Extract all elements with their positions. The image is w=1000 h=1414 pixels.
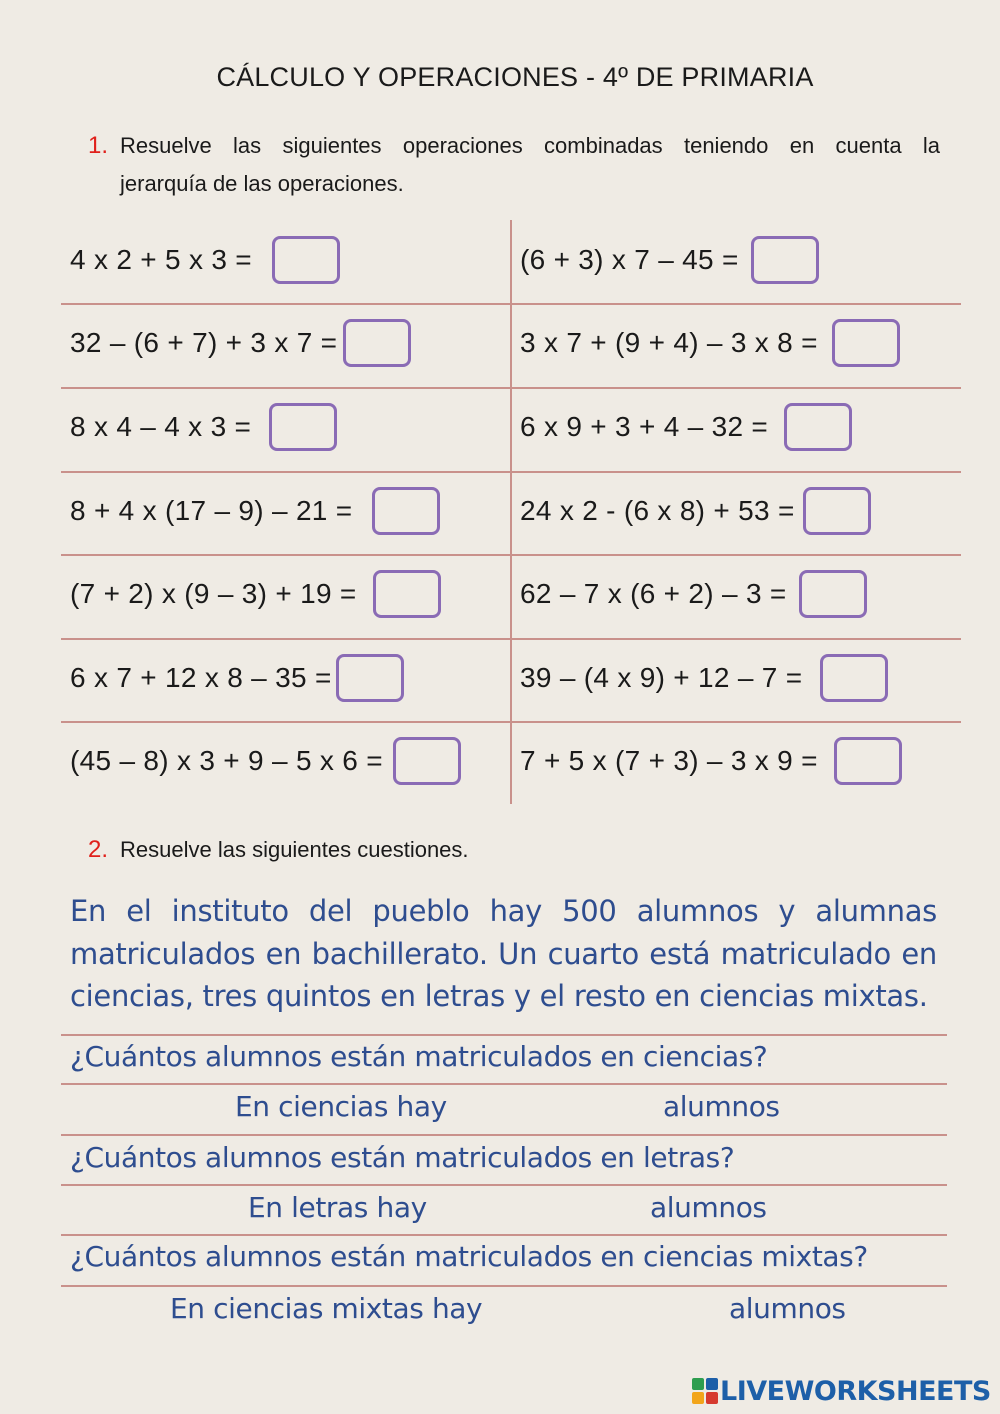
answer-3-suffix: alumnos xyxy=(729,1292,846,1325)
grid-column-divider xyxy=(510,220,512,804)
instruction-1-number: 1. xyxy=(88,132,109,159)
answer-box[interactable] xyxy=(393,737,461,785)
answer-box[interactable] xyxy=(343,319,411,367)
operation-expression: 62 – 7 x (6 + 2) – 3 = xyxy=(520,578,787,609)
operation-expression: 8 + 4 x (17 – 9) – 21 = xyxy=(70,495,353,526)
answer-1-suffix: alumnos xyxy=(663,1090,780,1123)
answer-box[interactable] xyxy=(784,403,852,451)
operation-expression: 8 x 4 – 4 x 3 = xyxy=(70,411,252,442)
answer-box[interactable] xyxy=(372,487,440,535)
operation-right-1 xyxy=(520,230,819,290)
operation-left-6 xyxy=(70,648,404,708)
instruction-2 xyxy=(88,831,940,869)
grid-row-divider xyxy=(61,471,961,473)
question-divider xyxy=(61,1234,947,1236)
answer-2-suffix: alumnos xyxy=(650,1191,767,1224)
operation-expression: 24 x 2 - (6 x 8) + 53 = xyxy=(520,495,795,526)
operation-expression: (7 + 2) x (9 – 3) + 19 = xyxy=(70,578,357,609)
question-divider xyxy=(61,1285,947,1287)
liveworksheets-logo xyxy=(692,1374,991,1408)
answer-3-prefix: En ciencias mixtas hay xyxy=(170,1292,483,1325)
operation-left-2 xyxy=(70,313,411,373)
instruction-1-line1: Resuelve las siguientes operaciones combinadas teniendo en cuenta la xyxy=(120,133,940,158)
answer-box[interactable] xyxy=(373,570,441,618)
answer-box[interactable] xyxy=(751,236,819,284)
grid-row-divider xyxy=(61,387,961,389)
operations-grid xyxy=(61,220,961,804)
answer-box[interactable] xyxy=(269,403,337,451)
grid-row-divider xyxy=(61,303,961,305)
page-title: CÁLCULO Y OPERACIONES - 4º DE PRIMARIA xyxy=(216,62,814,92)
problem-line: ciencias, tres quintos en letras y el resto en ciencias mixtas. xyxy=(70,979,928,1013)
operation-left-7 xyxy=(70,731,461,791)
answer-2-prefix: En letras hay xyxy=(248,1191,427,1224)
operation-expression: 7 + 5 x (7 + 3) – 3 x 9 = xyxy=(520,745,818,776)
answer-box[interactable] xyxy=(336,654,404,702)
operation-expression: 39 – (4 x 9) + 12 – 7 = xyxy=(520,662,803,693)
logo-square xyxy=(692,1392,704,1404)
problem-line: En el instituto del pueblo hay 500 alumnos y alumnas xyxy=(70,894,937,928)
logo-square xyxy=(692,1378,704,1390)
operation-left-5 xyxy=(70,564,441,624)
operation-left-1 xyxy=(70,230,340,290)
operation-right-5 xyxy=(520,564,867,624)
operation-right-6 xyxy=(520,648,888,708)
operation-expression: 4 x 2 + 5 x 3 = xyxy=(70,244,252,275)
question-divider xyxy=(61,1134,947,1136)
operation-right-7 xyxy=(520,731,902,791)
operation-right-2 xyxy=(520,313,900,373)
question-divider xyxy=(61,1083,947,1085)
question-2: ¿Cuántos alumnos están matriculados en letras? xyxy=(70,1141,735,1174)
logo-icon xyxy=(692,1378,718,1404)
question-divider xyxy=(61,1034,947,1036)
problem-statement xyxy=(70,890,937,1018)
answer-box[interactable] xyxy=(803,487,871,535)
question-divider xyxy=(61,1184,947,1186)
operation-expression: 3 x 7 + (9 + 4) – 3 x 8 = xyxy=(520,327,818,358)
answer-box[interactable] xyxy=(834,737,902,785)
grid-row-divider xyxy=(61,554,961,556)
answer-box[interactable] xyxy=(799,570,867,618)
question-3: ¿Cuántos alumnos están matriculados en ciencias mixtas? xyxy=(70,1240,868,1273)
grid-row-divider xyxy=(61,638,961,640)
operation-expression: 6 x 9 + 3 + 4 – 32 = xyxy=(520,411,769,442)
problem-line: matriculados en bachillerato. Un cuarto está matriculado en xyxy=(70,936,937,971)
operation-right-3 xyxy=(520,397,852,457)
logo-text: LIVEWORKSHEETS xyxy=(720,1375,991,1407)
answer-box[interactable] xyxy=(832,319,900,367)
operation-left-3 xyxy=(70,397,337,457)
operation-right-4 xyxy=(520,481,871,541)
operation-expression: (6 + 3) x 7 – 45 = xyxy=(520,244,739,275)
operation-left-4 xyxy=(70,481,440,541)
instruction-2-text: Resuelve las siguientes cuestiones. xyxy=(120,837,469,862)
logo-square xyxy=(706,1392,718,1404)
instruction-1 xyxy=(88,127,940,203)
answer-1-prefix: En ciencias hay xyxy=(235,1090,447,1123)
instruction-2-number: 2. xyxy=(88,836,109,863)
answer-box[interactable] xyxy=(272,236,340,284)
operation-expression: (45 – 8) x 3 + 9 – 5 x 6 = xyxy=(70,745,383,776)
grid-row-divider xyxy=(61,721,961,723)
question-1: ¿Cuántos alumnos están matriculados en ciencias? xyxy=(70,1040,768,1073)
operation-expression: 32 – (6 + 7) + 3 x 7 = xyxy=(70,327,338,358)
logo-square xyxy=(706,1378,718,1390)
instruction-1-line2: jerarquía de las operaciones. xyxy=(120,171,404,196)
operation-expression: 6 x 7 + 12 x 8 – 35 = xyxy=(70,662,332,693)
answer-box[interactable] xyxy=(820,654,888,702)
